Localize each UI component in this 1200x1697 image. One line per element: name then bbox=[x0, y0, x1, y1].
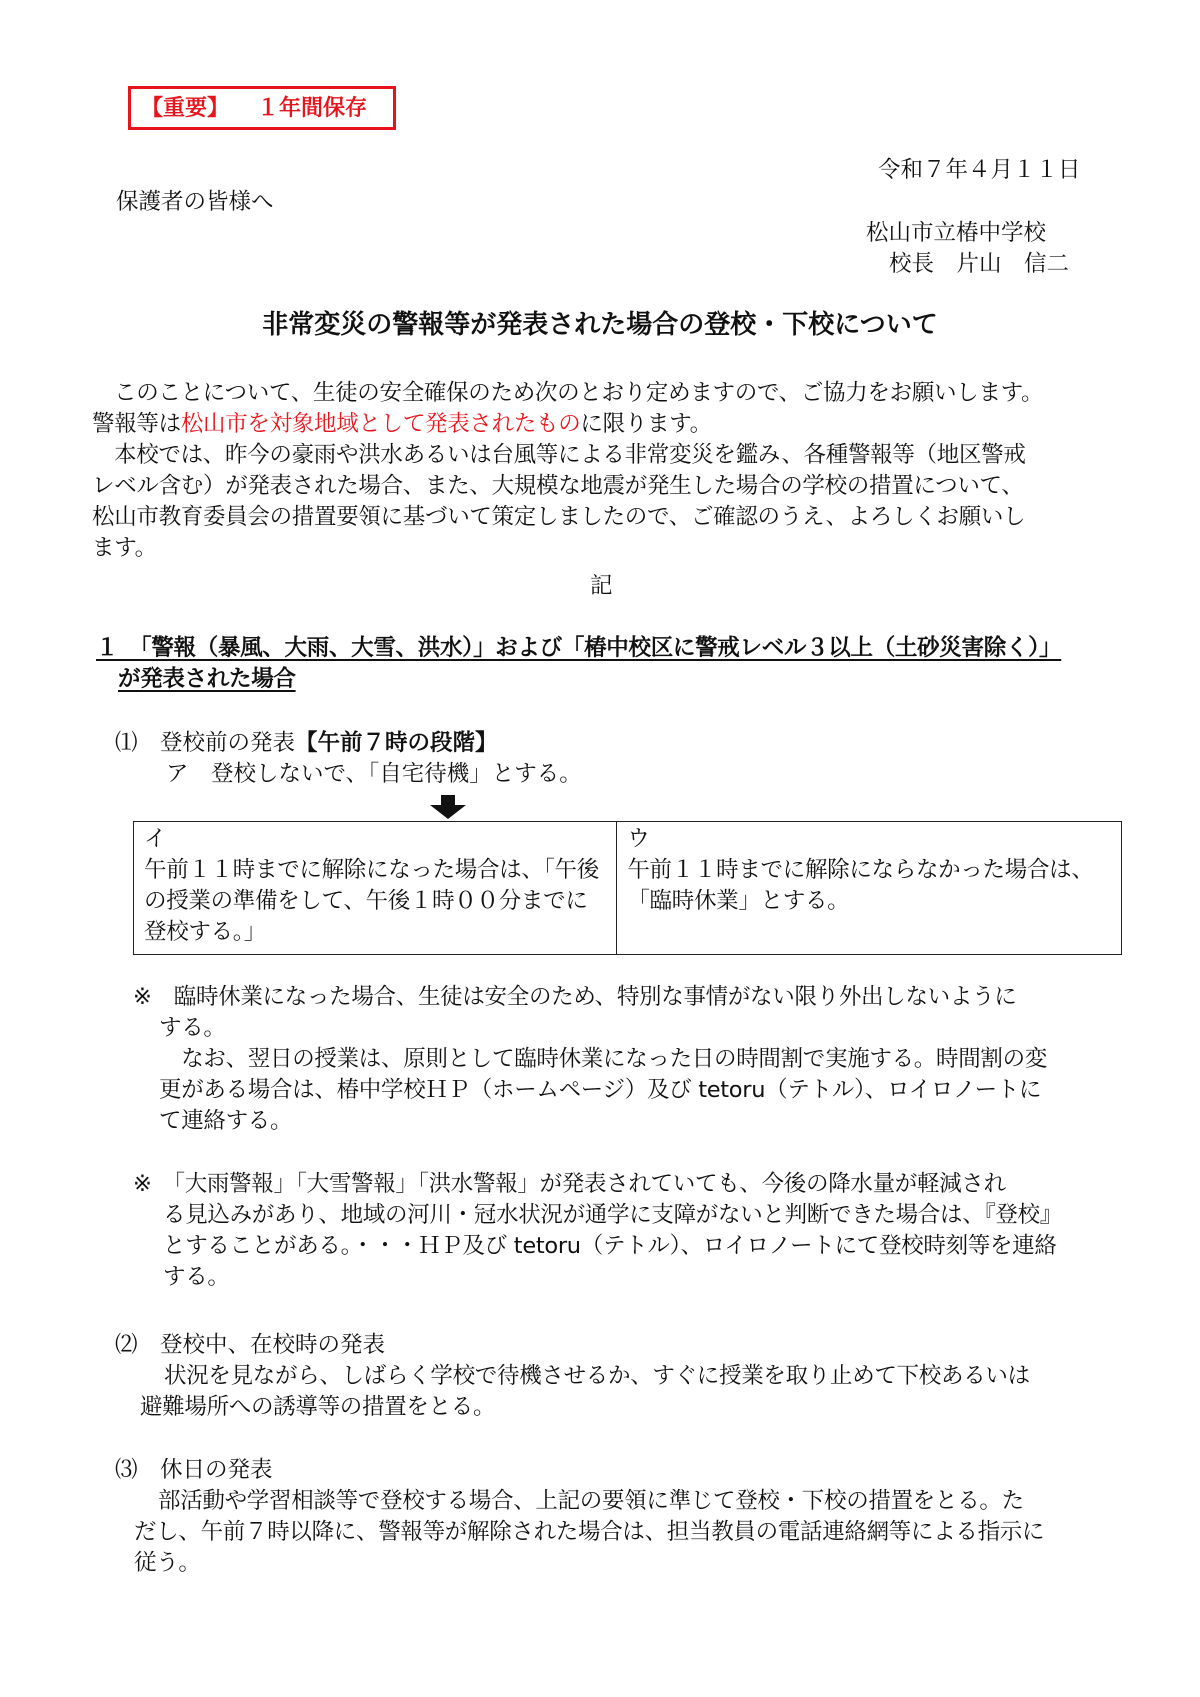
recipient: 保護者の皆様へ bbox=[116, 189, 274, 215]
document-title: 非常変災の警報等が発表された場合の登校・下校について bbox=[262, 310, 938, 340]
sender-principal: 校長 片山 信二 bbox=[889, 251, 1070, 277]
sender-school: 松山市立椿中学校 bbox=[866, 220, 1047, 246]
note2-line4: する。 bbox=[163, 1264, 230, 1290]
note2 bbox=[133, 1169, 1123, 1293]
sub1-label: ⑴ 登校前の発表 bbox=[115, 730, 296, 756]
section1-heading-line2: が発表された場合 bbox=[118, 666, 296, 692]
note1-line5: て連絡する。 bbox=[159, 1108, 293, 1134]
option-u-cell bbox=[617, 822, 1122, 955]
sub1-item-a: ア 登校しないで、「自宅待機」とする。 bbox=[166, 761, 582, 787]
option-u-text: 午前１１時までに解除にならなかった場合は、「臨時休業」とする。 bbox=[627, 857, 1094, 914]
note2-line3: とすることがある。・・・ＨＰ及び tetoru（テトル）、ロイロノートにて登校時刻等を連絡 bbox=[163, 1233, 1057, 1259]
sub3-line2: だし、午前７時以降に、警報等が解除された場合は、担当教員の電話連絡網等による指示に bbox=[134, 1519, 1045, 1545]
sub1-heading bbox=[115, 728, 498, 759]
sub2-line2: 避難場所への誘導等の措置をとる。 bbox=[140, 1394, 496, 1420]
intro-line-2-post: に限ります。 bbox=[580, 411, 712, 437]
sub3-line3: 従う。 bbox=[134, 1550, 201, 1576]
option-i-cell bbox=[134, 822, 617, 955]
intro-line-2-pre: 警報等は bbox=[92, 411, 181, 437]
sub1-label-bold: 【午前７時の段階】 bbox=[295, 730, 498, 756]
sub2-line1: 状況を見ながら、しばらく学校で待機させるか、すぐに授業を取り止めて下校あるいは bbox=[164, 1363, 1030, 1389]
intro-para2-line3: 松山市教育委員会の措置要領に基づいて策定しましたので、ご確認のうえ、よろしくお願いし bbox=[92, 504, 1026, 530]
note1-line3: なお、翌日の授業は、原則として臨時休業になった日の時間割で実施する。時間割の変 bbox=[159, 1046, 1048, 1072]
note2-line2: る見込みがあり、地域の河川・冠水状況が通学に支障がないと判断できた場合は、『登校』 bbox=[163, 1202, 1062, 1228]
intro-para2-line1: 本校では、昨今の豪雨や洪水あるいは台風等による非常変災を鑑み、各種警報等（地区警戒 bbox=[114, 442, 1026, 468]
sub3-line1: 部活動や学習相談等で登校する場合、上記の要領に準じて登校・下校の措置をとる。た bbox=[158, 1488, 1024, 1514]
intro-line-2 bbox=[92, 409, 1122, 440]
stamp-label: 【重要】 bbox=[141, 95, 230, 121]
sub3-body bbox=[134, 1486, 1124, 1579]
note1-line2: する。 bbox=[159, 1015, 226, 1041]
important-stamp bbox=[128, 86, 396, 130]
document-date: 令和７年４月１１日 bbox=[878, 157, 1081, 183]
intro-block bbox=[92, 378, 1122, 564]
option-i-label: イ bbox=[144, 826, 167, 852]
note1-line1: ※ 臨時休業になった場合、生徒は安全のため、特別な事情がない限り外出しないように bbox=[133, 984, 1017, 1010]
sub2-body bbox=[140, 1361, 1130, 1423]
section1-heading bbox=[96, 633, 1126, 695]
note1 bbox=[133, 982, 1123, 1137]
intro-line-1: このことについて、生徒の安全確保のため次のとおり定めますので、ご協力をお願いします。 bbox=[114, 380, 1044, 406]
intro-para2-line2: レベル含む）が発表された場合、また、大規模な地震が発生した場合の学校の措置について、 bbox=[92, 473, 1024, 499]
arrow-down-icon bbox=[430, 795, 466, 819]
note1-line4: 更がある場合は、椿中学校ＨＰ（ホームページ）及び tetoru（テトル）、ロイロノートに bbox=[159, 1077, 1042, 1103]
sub2-heading: ⑵ 登校中、在校時の発表 bbox=[115, 1332, 386, 1358]
options-table bbox=[133, 821, 1122, 955]
ki-mark: 記 bbox=[590, 573, 613, 599]
sub3-heading: ⑶ 休日の発表 bbox=[115, 1457, 273, 1483]
note2-line1: ※ 「大雨警報」「大雪警報」「洪水警報」が発表されていても、今後の降水量が軽減され bbox=[133, 1171, 1006, 1197]
stamp-note: １年間保存 bbox=[257, 95, 368, 121]
target-area-highlight: 松山市を対象地域として発表されたもの bbox=[180, 411, 581, 437]
option-i-text: 午前１１時までに解除になった場合は、「午後の授業の準備をして、午後１時００分までに登校する。」 bbox=[144, 857, 599, 945]
intro-para2-line4: ます。 bbox=[92, 535, 157, 561]
section1-heading-line1: １ 「警報（暴風、大雨、大雪、洪水）」および「椿中校区に警戒レベル３以上（土砂災害除く）」 bbox=[96, 635, 1062, 661]
option-u-label: ウ bbox=[627, 826, 650, 852]
